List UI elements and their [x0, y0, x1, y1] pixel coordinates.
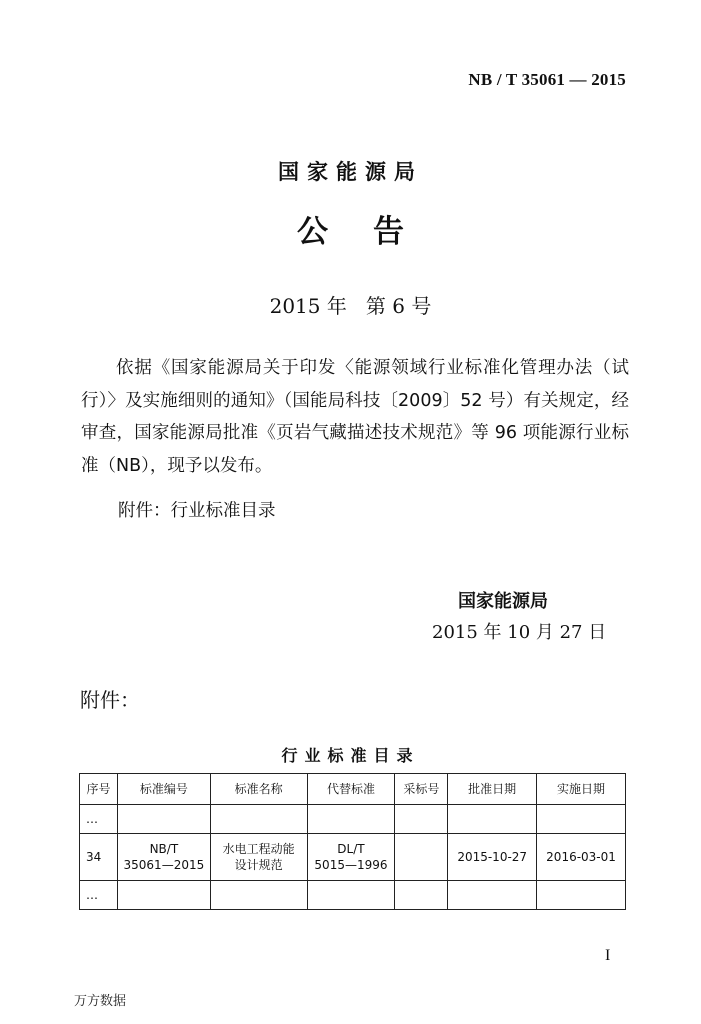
cell-seq: 34 [80, 834, 118, 881]
cell-replaces [307, 881, 395, 910]
cell-replaces-line1: DL/T [337, 842, 365, 856]
standards-catalog-table [79, 773, 626, 910]
notice-body-paragraph: 依据《国家能源局关于印发〈能源领域行业标准化管理办法（试行）〉及实施细则的通知》（国能局科技〔2009〕52 号）有关规定，经审查，国家能源局批准《页岩气藏描述技术规范》等 96 项能源行业标准（NB），现予以发布。 [81, 358, 629, 476]
col-header-adopted: 采标号 [395, 774, 448, 805]
cell-replaces [307, 805, 395, 834]
notice-title-char-1: 公 [297, 214, 328, 250]
cell-name-line1: 水电工程动能 [222, 842, 295, 856]
table-title: 行业标准目录 [281, 746, 420, 765]
cell-approved: 2015-10-27 [448, 834, 537, 881]
source-watermark: 万方数据 [74, 994, 127, 1009]
cell-name [210, 881, 307, 910]
issuer-title: 国家能源局 [278, 159, 423, 184]
cell-code-line1: NB/T [149, 842, 179, 856]
col-header-replaces: 代替标准 [307, 774, 395, 805]
cell-approved [448, 881, 537, 910]
cell-name [210, 805, 307, 834]
notice-title [0, 206, 701, 251]
cell-code [117, 834, 210, 881]
col-header-code: 标准编号 [117, 774, 210, 805]
cell-adopted [395, 805, 448, 834]
col-header-name: 标准名称 [210, 774, 307, 805]
table-row [80, 834, 626, 881]
signature-organization: 国家能源局 [458, 591, 548, 612]
cell-replaces [307, 834, 395, 881]
col-header-approved: 批准日期 [448, 774, 537, 805]
attachment-heading: 附件： [80, 688, 140, 712]
cell-effective: 2016-03-01 [537, 834, 626, 881]
page-number: I [605, 947, 611, 964]
table-header-row [80, 774, 626, 805]
cell-adopted [395, 834, 448, 881]
notice-title-char-2: 告 [373, 214, 404, 250]
table-row [80, 881, 626, 910]
cell-name-line2: 设计规范 [234, 858, 283, 872]
cell-code-line2: 35061—2015 [123, 858, 205, 872]
col-header-effective: 实施日期 [537, 774, 626, 805]
issue-number: 2015 年 第 6 号 [269, 294, 432, 318]
standard-code: NB / T 35061 — 2015 [468, 70, 626, 89]
cell-approved [448, 805, 537, 834]
cell-code [117, 805, 210, 834]
attachment-reference: 附件：行业标准目录 [118, 501, 276, 521]
cell-effective [537, 805, 626, 834]
col-header-seq: 序号 [80, 774, 118, 805]
cell-code [117, 881, 210, 910]
cell-adopted [395, 881, 448, 910]
signature-date: 2015 年 10 月 27 日 [432, 622, 607, 643]
cell-effective [537, 881, 626, 910]
cell-seq: … [80, 805, 118, 834]
cell-seq: … [80, 881, 118, 910]
table-row [80, 805, 626, 834]
cell-replaces-line2: 5015—1996 [314, 858, 388, 872]
cell-name [210, 834, 307, 881]
